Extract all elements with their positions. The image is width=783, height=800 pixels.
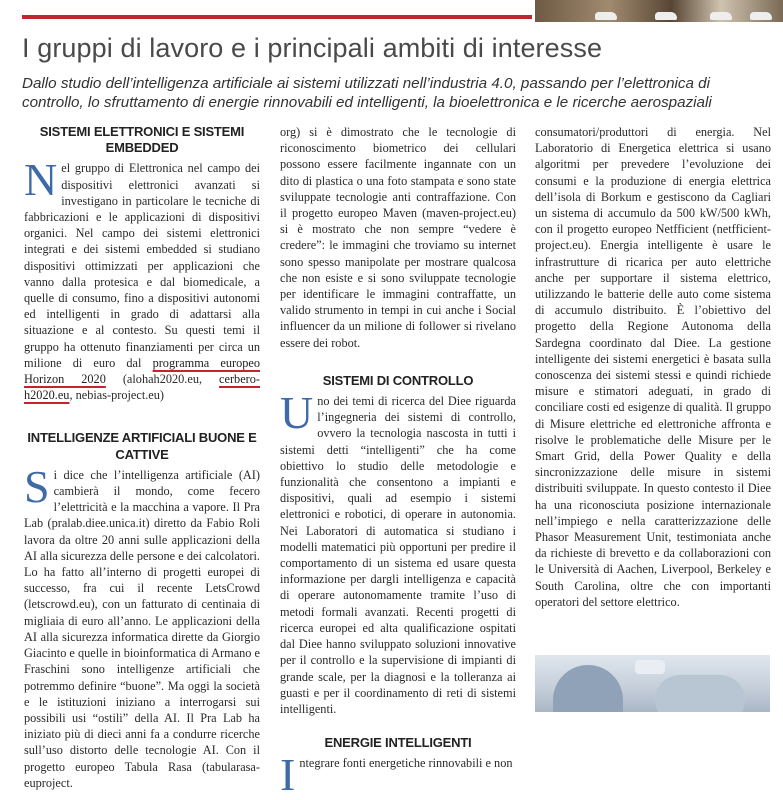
embedded-text-c: , nebias-project.eu) xyxy=(69,388,165,403)
horizon-2020-link[interactable]: programma europeo Horizon 2020 xyxy=(24,355,260,387)
section-heading-embedded: SISTEMI ELETTRONICI E SISTEMI EMBEDDED xyxy=(39,124,245,156)
cerbero-link[interactable]: cerbero-h2020.eu xyxy=(24,372,260,403)
section-heading-energy: ENERGIE INTELLIGENTI xyxy=(324,735,472,751)
article-title: I gruppi di lavoro e i principali ambiti di interesse xyxy=(22,33,603,63)
header-photo xyxy=(535,0,783,22)
ai-text: i dice che l’intelligenza artificiale (AI) cambierà il mondo, come fecero l’elettricità e la macchina a vapore. Il Pra Lab (pralab.diee.unica.it) diretto da Fabio Roli lavora da oltre 20 anni sulle applicazioni della AI alla sicurezza delle persone e dei calcolatori. Lo ha fatto all’interno di progetti europei di successo, fra cui il recente LetsCrowd (letscrowd.eu), con un fatturato di centinaia di migliaia di euro all’anno. Le applicazioni della AI alla sicurezza informatica dirette da Giorgio Giacinto e quelle in bioinformatica di Armano e Fraschini sono intelligenze artificiali che potremmo definire “buone”. Ma oggi la società e le istituzioni iniziano a interrogarsi sui possibili usi “ostili” della AI. Il Pra Lab ha iniziato più di dieci anni fa a condurre ricerche sull’uso distorto delle tecnologie AI. Con il progetto europeo Tabula Rasa (tabularasa-euproject. xyxy=(24,467,260,790)
energy-text: consumatori/produttori di energia. Nel Laboratorio di Energetica elettrica si usano algoritmi per prevedere l’evoluzione dei consumi e la produzione di energia elettrica dell’isola di Borkum e gestiscono da Cagliari un sistema di accumulo da 500 kW/500 kWh, con il progetto europeo Netfficient (netfficient-project.eu). Energia intelligente è usare le infrastrutture di ricarica per auto elettriche anche per supportare il sistema elettrico, utilizzando le batterie delle auto come sistema di accumulo distribuito. È l’obiettivo del progetto della Regione Autonoma della Sardegna coordinato dal Diee. La gestione intelligente dei sistemi energetici è basata sulla conoscenza dei sistemi stessi e quindi richiede misure e stimatori adeguati, in grado di conciliare costi ed esigenze di qualità. Il gruppo di Misure elettriche ed elettroniche affronta e risolve le problematiche delle Misure per le Smart Grid, della Power Quality e della sincronizzazione delle misure in sistemi distribuiti sviluppate. In questo contesto il Diee ha una riconosciuta posizione internazionale nell’impiego e nella caratterizzazione delle Phasor Measurement Unit, testimoniata anche da richieste di brevetto e da collaborazioni con le Università di Aachen, Liverpool, Berkeley e South Carolina, oltre che con importanti operatori del settore elettrico. xyxy=(535,125,771,609)
energy-text-start: ntegrare fonti energetiche rinnovabili e non xyxy=(299,756,513,771)
dropcap-control: U xyxy=(280,387,314,439)
dropcap-ai: S xyxy=(24,460,50,512)
top-bar xyxy=(0,0,783,22)
ai-text-continued: org) si è dimostrato che le tecnologie di riconoscimento biometrico dei cellulari possono essere facilmente ingannate con un dito di plastica o una foto stampata e sono state sviluppate tecnologie anti contraffazione. Con il progetto europeo Maven (maven-project.eu) si è mostrato che non sempre “vedere è credere”: le immagini che troviamo su internet sono spesso manipolate per mostrare qualcosa che non esiste e si sono sviluppate tecnologie per identificare le immagini contraffatte, un valido strumento in tempi in cui anche i Social influencer da un milione di follower si rivelano essere dei robot. xyxy=(280,125,516,350)
article-subtitle: Dallo studio dell’intelligenza artificiale ai sistemi utilizzati nell’industria 4.0, passando per l’elettronica di controllo, lo sfruttamento di energie rinnovabili ed intelligenti, la bioelettronica e le ricerche aerospaziali xyxy=(22,75,712,111)
section-text-control xyxy=(280,387,516,717)
column-1 xyxy=(24,124,260,791)
dropcap-embedded: N xyxy=(24,154,58,206)
embedded-text-b: (alohah2020.eu, xyxy=(105,372,220,387)
column-2 xyxy=(280,124,516,800)
section-text-embedded xyxy=(24,154,260,403)
control-text: no dei temi di ricerca del Diee riguarda l’ingegneria dei sistemi di controllo, ovvero la tecnologia nascosta in tutti i sistemi detti “intelligenti” che ha come obiettivo lo studio delle metodologie e funzionalità che consentono a impianti e dispositivi, quali ad esempio i sistemi elettronici e robotici, di operare in autonomia. Nei Laboratori di automatica si studiano i modelli matematici più opportuni per predire il comportamento di un sistema ed usare questa informazione per dargli intelligenza e capacità di operare autonomamente tramite l’uso di metodi formali avanzati. Recenti progetti di ricerca europei ed alta qualificazione ospitati dal Diee hanno sviluppato soluzioni innovative per il controllo e la supervisione di impianti di grande scale, per la diagnosi e la tolleranza ai guasti e per il coordinamento di reti di sistemi intelligenti. xyxy=(280,394,516,716)
embedded-text-a: el gruppo di Elettronica nel campo dei dispositivi elettronici avanzati si investigano in particolare le tecniche di fabbricazioni e le applicazioni di dispositivi organici. Nel campo dei sistemi elettronici integrati e dei sistemi embedded si studiano dispositivi ottimizzati per applicazioni che vanno dalla protesica e dal biomedicale, a quelle di consumo, fino a dispositivi autonomi ed intelligenti in grado di adattarsi alla situazione e al contesto. Su questi temi il gruppo ha ottenuto finanziamenti per circa un milione di euro dal xyxy=(24,161,260,370)
section-text-energy-start xyxy=(280,749,516,800)
section-text-ai xyxy=(24,460,260,791)
bioelectronics-photo xyxy=(535,655,770,712)
column-3 xyxy=(535,124,771,720)
red-rule xyxy=(22,15,532,19)
section-heading-ai: INTELLIGENZE ARTIFICIALI BUONE E CATTIVE xyxy=(27,430,257,462)
section-heading-control: SISTEMI DI CONTROLLO xyxy=(322,372,474,388)
dropcap-energy: I xyxy=(280,749,296,800)
